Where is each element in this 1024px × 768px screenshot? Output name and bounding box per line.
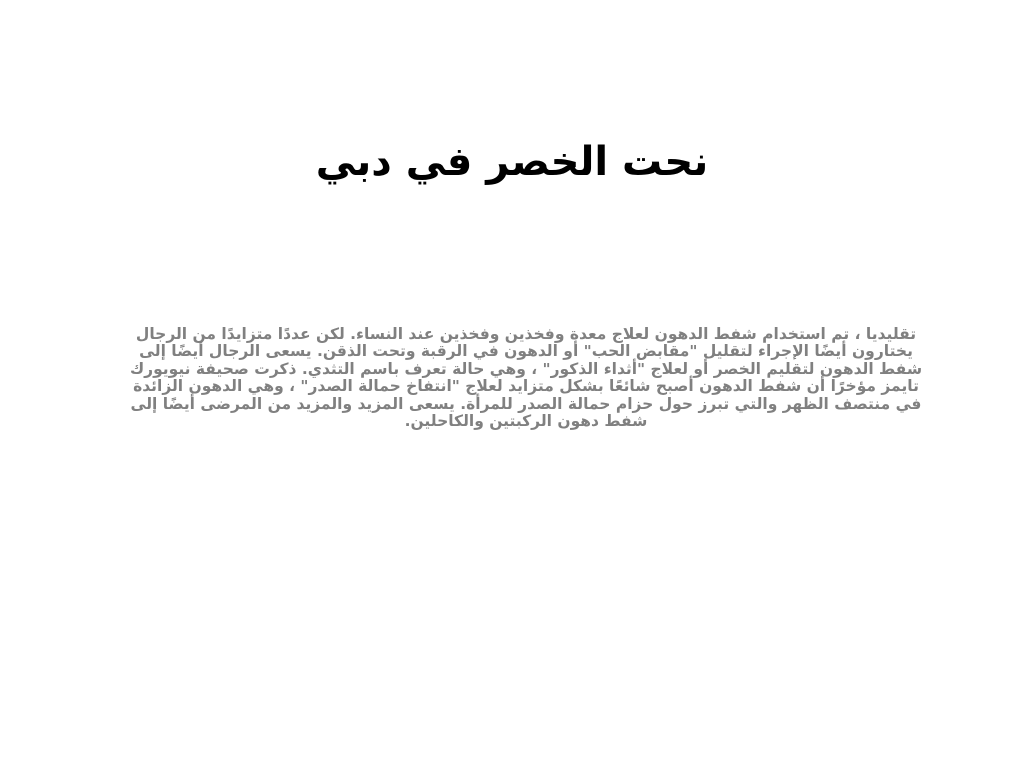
slide-title: نحت الخصر في دبي bbox=[315, 139, 709, 185]
slide-body-paragraph: تقليديا ، تم استخدام شفط الدهون لعلاج معدة وفخذين وفخذين عند النساء. لكن عددًا متزايدًا من الرجال يختارون أيضًا الإجراء لتقليل "مقابض الحب" أو الدهون في الرقبة وتحت الذقن. يسعى الرجال أيضًا إلى شفط الدهون لتقليم الخصر أو لعلاج "أثداء الذكور" ، وهي حالة تعرف باسم التثدي. ذكرت صحيفة نيويورك تايمز مؤخرًا أن شفط الدهون أصبح شائعًا بشكل متزايد لعلاج "انتفاخ حمالة الصدر" ، وهي الدهون الزائدة في منتصف الظهر والتي تبرز حول حزام حمالة الصدر للمرأة. يسعى المزيد والمزيد من المرضى أيضًا إلى شفط دهون الركبتين والكاحلين. bbox=[129, 325, 923, 431]
